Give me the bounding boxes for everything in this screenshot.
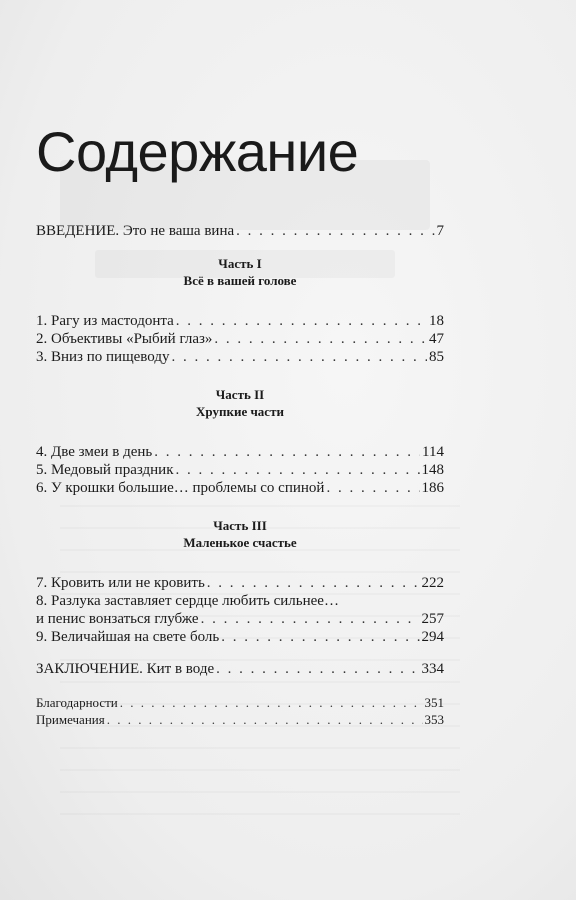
toc-entry-chapter-1[interactable] [36, 312, 444, 330]
toc-entry-label: 7. Кровить или не кровить [36, 575, 205, 591]
toc-leader-dots [207, 574, 420, 592]
toc-entry-label: 2. Объективы «Рыбий глаз» [36, 331, 213, 347]
toc-entry-page: 351 [424, 695, 444, 710]
toc-entry-label: ВВЕДЕНИЕ. Это не ваша вина [36, 223, 235, 239]
toc-entry-notes[interactable] [36, 711, 444, 728]
toc-entry-page: 85 [429, 349, 444, 365]
toc-entry-page: 47 [429, 331, 444, 347]
toc-entry-label: 6. У крошки большие… проблемы со спиной [36, 480, 325, 496]
toc-entry-page: 334 [421, 661, 444, 677]
part-number: Часть II [215, 387, 265, 402]
toc-leader-dots [221, 628, 419, 646]
toc-entry-label: 4. Две змеи в день [36, 444, 153, 460]
toc-entry-label: Благодарности [36, 695, 118, 710]
toc-leader-dots [107, 711, 423, 728]
page-title: Содержание [36, 120, 359, 183]
part-number: Часть III [213, 518, 267, 533]
toc-entry-chapter-9[interactable] [36, 628, 444, 646]
toc-entry-chapter-4[interactable] [36, 443, 444, 461]
toc-entry-introduction[interactable] [36, 222, 444, 240]
toc-leader-dots [326, 479, 419, 497]
toc-entry-chapter-3[interactable] [36, 348, 444, 366]
toc-leader-dots [154, 443, 420, 461]
toc-entry-label: 3. Вниз по пищеводу [36, 349, 170, 365]
part-name: Всё в вашей голове [183, 273, 297, 288]
toc-leader-dots [120, 694, 423, 711]
toc-entry-chapter-8-line-2[interactable] [36, 610, 444, 628]
toc-entry-page: 148 [421, 462, 444, 478]
toc-leader-dots [236, 222, 434, 240]
toc-entry-page: 18 [429, 313, 444, 329]
toc-entry-page: 186 [421, 480, 444, 496]
toc-leader-dots [175, 461, 419, 479]
part-name: Хрупкие части [196, 404, 284, 419]
toc-entry-chapter-8-line-1[interactable] [36, 592, 444, 610]
part-number: Часть I [218, 256, 262, 271]
toc-entry-page: 222 [421, 575, 444, 591]
toc-entry-chapter-6[interactable] [36, 479, 444, 497]
toc-entry-label: 8. Разлука заставляет сердце любить сильнее… [36, 593, 339, 609]
part-name: Маленькое счастье [183, 535, 297, 550]
toc-leader-dots [176, 312, 427, 330]
toc-entry-chapter-5[interactable] [36, 461, 444, 479]
toc-leader-dots [214, 330, 427, 348]
toc-entry-page: 353 [424, 712, 444, 727]
part-heading-2 [36, 386, 444, 420]
toc-leader-dots [216, 660, 419, 678]
toc-entry-page: 7 [436, 223, 444, 239]
toc-entry-label: 5. Медовый праздник [36, 462, 174, 478]
table-of-contents [36, 222, 444, 728]
part-heading-1 [36, 255, 444, 289]
toc-entry-page: 294 [421, 629, 444, 645]
toc-entry-label: и пенис вонзаться глубже [36, 611, 199, 627]
toc-entry-conclusion[interactable] [36, 660, 444, 678]
toc-entry-label: 9. Величайшая на свете боль [36, 629, 220, 645]
toc-entry-chapter-7[interactable] [36, 574, 444, 592]
toc-entry-label: ЗАКЛЮЧЕНИЕ. Кит в воде [36, 661, 215, 677]
toc-entry-page: 257 [421, 611, 444, 627]
part-heading-3 [36, 517, 444, 551]
toc-leader-dots [201, 610, 420, 628]
toc-entry-page: 114 [422, 444, 444, 460]
toc-leader-dots [171, 348, 427, 366]
toc-entry-acknowledgements[interactable] [36, 694, 444, 711]
toc-entry-label: 1. Рагу из мастодонта [36, 313, 174, 329]
toc-entry-chapter-2[interactable] [36, 330, 444, 348]
toc-entry-label: Примечания [36, 712, 105, 727]
